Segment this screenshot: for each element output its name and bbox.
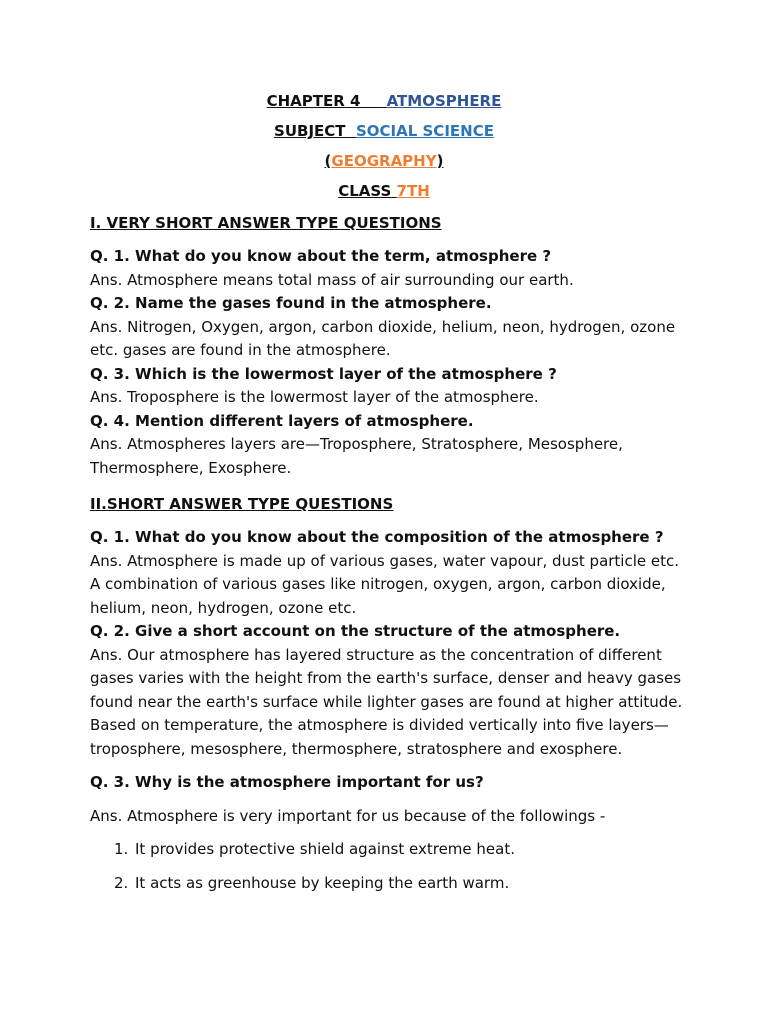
subject-label: SUBJECT [274,122,346,140]
subject-name: SOCIAL SCIENCE [355,122,494,140]
class-value: 7TH [396,182,430,200]
answer: Ans. Our atmosphere has layered structure as the concentration of different gases varies with the height from the earth's surface, denser and heavy gases found near the earth's surface while lighter gases are found at higher attitude. Based on temperature, the atmosphere is divided vertically into five layers—troposphere, mesosphere, thermosphere, stratosphere and exosphere. [90,645,683,758]
question: Q. 3. Why is the atmosphere important for us? [90,773,484,791]
question: Q. 1. What do you know about the term, atmosphere ? [90,247,552,265]
branch-title [0,151,768,171]
question: Q. 4. Mention different layers of atmosphere. [90,411,474,430]
answer: Ans. Atmosphere means total mass of air surrounding our earth. [90,270,574,289]
list-number: 2. [114,874,129,892]
class-label: CLASS [338,182,392,200]
paren-close: ) [436,152,444,170]
question: Q. 3. Which is the lowermost layer of the atmosphere ? [90,364,557,383]
answer: Ans. Nitrogen, Oxygen, argon, carbon dioxide, helium, neon, hydrogen, ozone etc. gases are found in the atmosphere. [90,317,676,359]
list-item [90,838,690,860]
answer: Ans. Troposphere is the lowermost layer of the atmosphere. [90,388,539,406]
numbered-list [90,838,690,894]
chapter-label: CHAPTER 4 [266,92,361,110]
section-heading: II.SHORT ANSWER TYPE QUESTIONS [90,495,394,513]
list-text: It acts as greenhouse by keeping the earth warm. [135,874,510,892]
question: Q. 2. Name the gases found in the atmosphere. [90,294,492,312]
answer: Ans. Atmospheres layers are—Troposphere, Stratosphere, Mesosphere, Thermosphere, Exosphere. [90,435,623,477]
branch-name: GEOGRAPHY [331,152,437,170]
chapter-title [0,91,768,111]
section-heading: I. VERY SHORT ANSWER TYPE QUESTIONS [90,214,442,232]
chapter-name: ATMOSPHERE [386,92,502,110]
list-text: It provides protective shield against extreme heat. [135,840,515,858]
answer: Ans. Atmosphere is very important for us because of the followings - [90,806,606,825]
list-item [90,872,690,894]
list-number: 1. [114,840,129,858]
section-short [90,493,690,894]
question: Q. 1. What do you know about the composition of the atmosphere ? [90,528,664,546]
answer: Ans. Atmosphere is made up of various gases, water vapour, dust particle etc. A combination of various gases like nitrogen, oxygen, argon, carbon dioxide, helium, neon, hydrogen, ozone etc. [90,551,680,617]
subject-title [0,121,768,141]
section-very-short [90,212,690,480]
paren-open: ( [324,152,332,170]
question: Q. 2. Give a short account on the structure of the atmosphere. [90,622,621,640]
class-title [0,181,768,201]
